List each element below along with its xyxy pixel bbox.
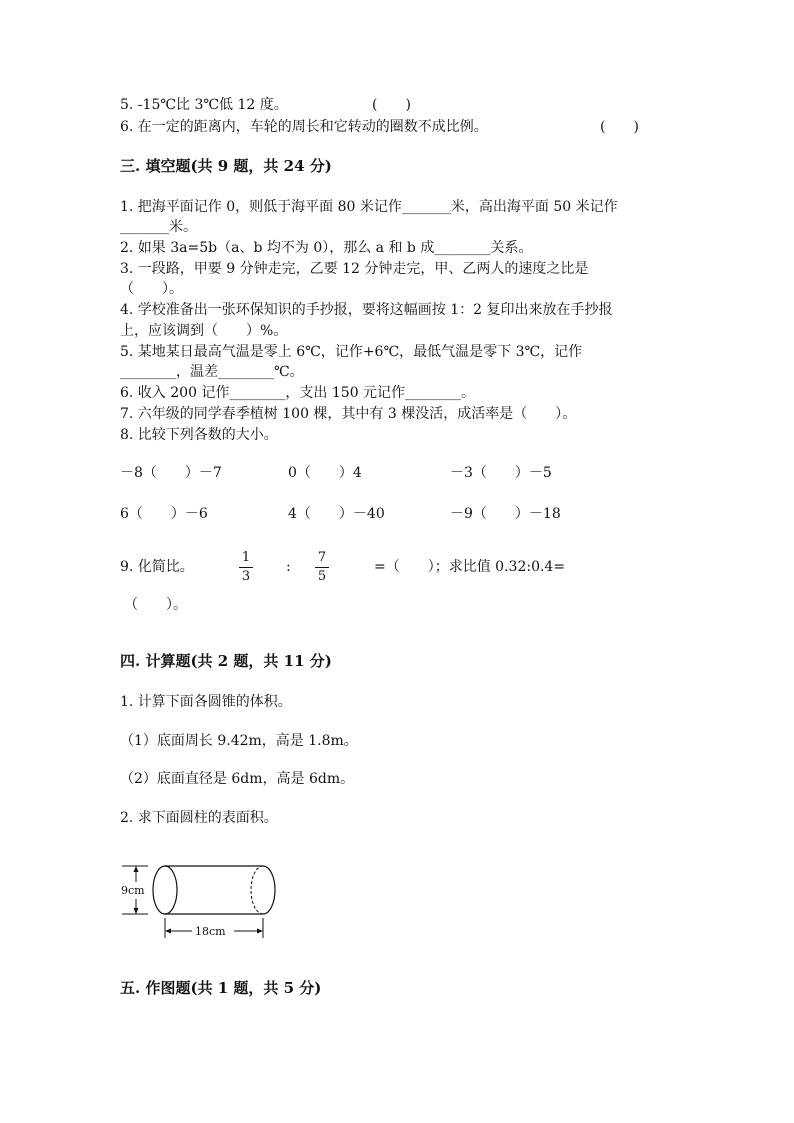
compare-item: －8（ ）－7 bbox=[120, 465, 222, 481]
fraction-numerator: 7 bbox=[317, 550, 327, 565]
fill-q9-line2: （ ）。 bbox=[124, 597, 187, 613]
compare-item: 0（ ）4 bbox=[288, 465, 362, 481]
judgement-q6: 6. 在一定的距离内，车轮的周长和它转动的圈数不成比例。 bbox=[120, 119, 488, 135]
judgement-q5: 5. -15℃比 3℃低 12 度。 bbox=[120, 97, 288, 113]
fill-q7: 7. 六年级的同学春季植树 100 棵，其中有 3 棵没活，成活率是（ ）。 bbox=[120, 406, 577, 422]
cylinder-right-hidden bbox=[251, 866, 263, 914]
fill-q1-line1: 1. 把海平面记作 0，则低于海平面 80 米记作_______米，高出海平面 50 米记作 bbox=[120, 199, 618, 215]
cylinder-right-front bbox=[263, 866, 275, 914]
cylinder-figure bbox=[118, 856, 280, 942]
compare-item: 6（ ）－6 bbox=[120, 506, 208, 522]
fill-q5-line1: 5. 某地某日最高气温是零上 6℃，记作+6℃，最低气温是零下 3℃，记作 bbox=[120, 344, 583, 360]
fill-q6: 6. 收入 200 记作________，支出 150 元记作________。 bbox=[120, 385, 476, 401]
section4-heading: 四. 计算题(共 2 题，共 11 分) bbox=[120, 652, 332, 670]
compare-item: 4（ ）－40 bbox=[288, 506, 385, 522]
fraction-denominator: 5 bbox=[317, 569, 327, 584]
cylinder-left-base bbox=[153, 866, 177, 914]
fill-q2: 2. 如果 3a=5b（a、b 均不为 0），那么 a 和 b 成________关系。 bbox=[120, 240, 533, 256]
section3-heading: 三. 填空题(共 9 题，共 24 分) bbox=[120, 157, 332, 175]
fill-q3-line2: （ ）。 bbox=[120, 281, 183, 297]
fraction-numerator: 1 bbox=[241, 550, 251, 565]
fill-q9-tail: =（ ）；求比值 0.32:0.4= bbox=[374, 559, 566, 575]
judgement-q5-answer[interactable]: ( ) bbox=[372, 97, 411, 113]
calc-q1: 1. 计算下面各圆锥的体积。 bbox=[120, 694, 292, 710]
fill-q9-label: 9. 化简比。 bbox=[120, 559, 194, 575]
arrowhead-icon bbox=[134, 908, 139, 914]
fill-q3-line1: 3. 一段路，甲要 9 分钟走完，乙要 12 分钟走完，甲、乙两人的速度之比是 bbox=[120, 261, 589, 277]
fraction-one-third bbox=[239, 550, 253, 585]
fill-q4-line1: 4. 学校准备出一张环保知识的手抄报，要将这幅画按 1：2 复印出来放在手抄报 bbox=[120, 302, 613, 318]
calc-q2: 2. 求下面圆柱的表面积。 bbox=[120, 810, 278, 826]
length-label: 18cm bbox=[195, 925, 226, 938]
judgement-q6-answer[interactable]: ( ) bbox=[600, 119, 639, 135]
fill-q4-line2: 上，应该调到（ ）%。 bbox=[120, 323, 288, 339]
arrowhead-icon bbox=[134, 866, 139, 872]
compare-item: －9（ ）－18 bbox=[450, 506, 561, 522]
compare-item: －3（ ）－5 bbox=[450, 465, 552, 481]
height-label: 9cm bbox=[121, 884, 145, 897]
calc-q1-a: （1）底面周长 9.42m，高是 1.8m。 bbox=[120, 733, 358, 749]
section5-heading: 五. 作图题(共 1 题，共 5 分) bbox=[120, 979, 322, 997]
fill-q5-line2: ________，温差________℃。 bbox=[120, 364, 304, 380]
fraction-denominator: 3 bbox=[241, 569, 251, 584]
fill-q8: 8. 比较下列各数的大小。 bbox=[120, 427, 278, 443]
arrowhead-icon bbox=[257, 929, 263, 934]
fraction-seven-fifths bbox=[315, 550, 329, 585]
fill-q1-line2: _______米。 bbox=[120, 219, 197, 235]
ratio-colon: : bbox=[286, 559, 291, 575]
arrowhead-icon bbox=[165, 929, 171, 934]
calc-q1-b: （2）底面直径是 6dm，高是 6dm。 bbox=[120, 771, 355, 787]
